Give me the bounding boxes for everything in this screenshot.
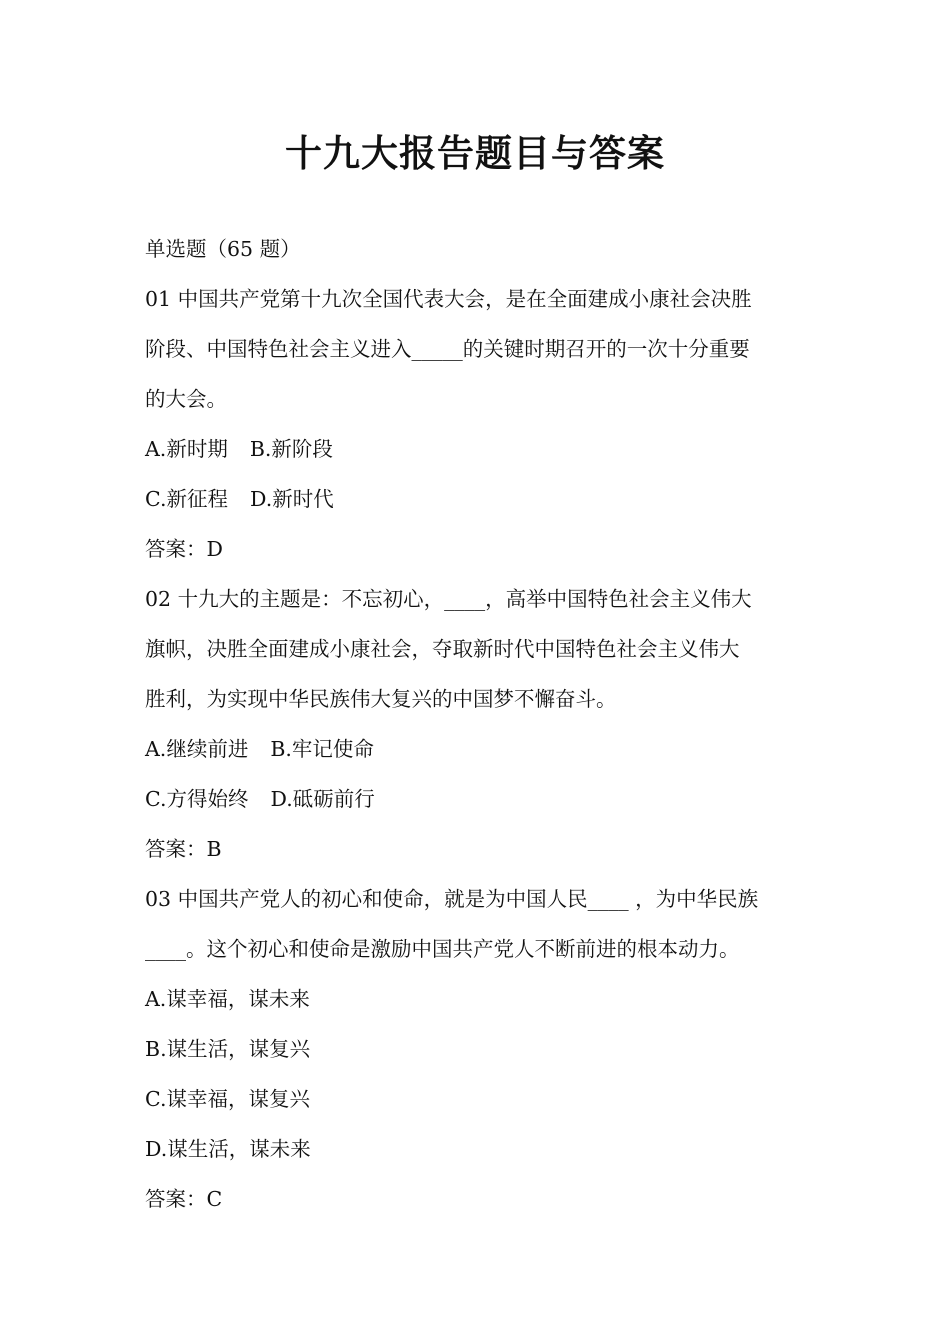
option-c: C.方得始终 xyxy=(145,787,249,811)
answer-line: 答案：B xyxy=(145,837,222,861)
question-line: 阶段、中国特色社会主义进入_____的关键时期召开的一次十分重要 xyxy=(145,337,750,361)
section-heading: 单选题（65 题） xyxy=(145,237,301,261)
answer-line: 答案：C xyxy=(145,1187,223,1211)
option-b: B.新阶段 xyxy=(249,437,333,461)
option-d: D.新时代 xyxy=(249,487,334,511)
question-block xyxy=(145,874,813,1224)
option-d: D.砥砺前行 xyxy=(270,787,375,811)
option-b: B.牢记使命 xyxy=(270,737,374,761)
option-b: B.谋生活，谋复兴 xyxy=(145,1037,311,1061)
question-line: 的大会。 xyxy=(145,387,227,411)
question-line: 旗帜，决胜全面建成小康社会，夺取新时代中国特色社会主义伟大 xyxy=(145,637,740,661)
option-a: A.新时期 xyxy=(145,437,228,461)
document-title: 十九大报告题目与答案 xyxy=(285,131,665,175)
question-line: 胜利，为实现中华民族伟大复兴的中国梦不懈奋斗。 xyxy=(145,687,617,711)
option-a: A.谋幸福，谋未来 xyxy=(145,987,310,1011)
option-row xyxy=(145,774,813,824)
option-row xyxy=(145,724,813,774)
option-row xyxy=(145,424,813,474)
question-line: 01 中国共产党第十九次全国代表大会，是在全面建成小康社会决胜 xyxy=(145,287,752,311)
option-d: D.谋生活，谋未来 xyxy=(145,1137,311,1161)
option-c: C.谋幸福，谋复兴 xyxy=(145,1087,310,1111)
option-a: A.继续前进 xyxy=(145,737,249,761)
question-line: 03 中国共产党人的初心和使命，就是为中国人民____ ，为中华民族 xyxy=(145,887,759,911)
question-line: 02 十九大的主题是：不忘初心，____，高举中国特色社会主义伟大 xyxy=(145,587,752,611)
option-c: C.新征程 xyxy=(145,487,228,511)
option-row xyxy=(145,474,813,524)
question-block xyxy=(145,274,813,574)
question-block xyxy=(145,574,813,874)
question-line: ____。这个初心和使命是激励中国共产党人不断前进的根本动力。 xyxy=(145,937,740,961)
document-body xyxy=(145,224,813,1224)
answer-line: 答案：D xyxy=(145,537,223,561)
